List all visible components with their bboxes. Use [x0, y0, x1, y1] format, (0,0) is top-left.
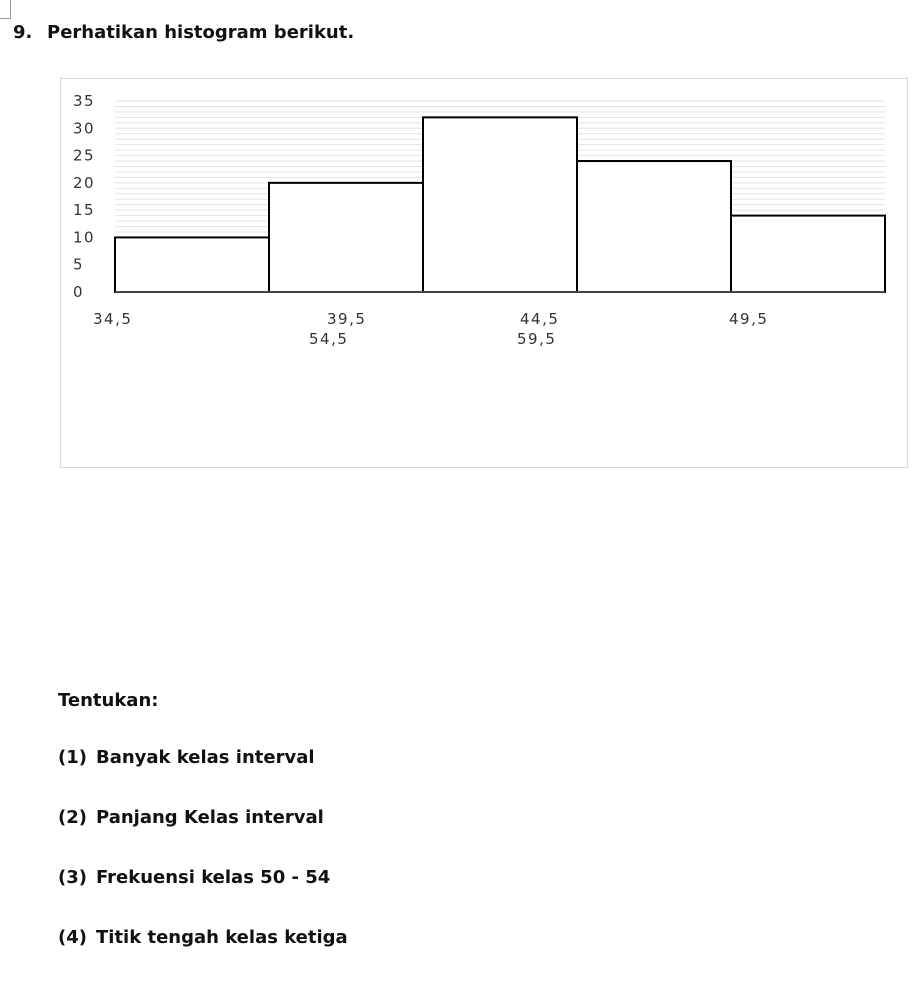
x-tick-label: 34,5 [93, 310, 133, 328]
x-tick-label: 39,5 [327, 310, 367, 328]
y-tick-label: 35 [73, 92, 96, 110]
task-text: Panjang Kelas interval [96, 807, 324, 828]
y-tick-label: 25 [73, 146, 96, 165]
histogram-bar [731, 216, 885, 292]
task-marker: (4) [58, 927, 87, 948]
x-tick-label: 54,5 [309, 330, 349, 348]
y-tick-label: 20 [73, 173, 96, 192]
page-corner-mark [0, 0, 11, 19]
question-header [13, 22, 354, 43]
x-tick-label: 49,5 [729, 310, 769, 328]
task-marker: (3) [58, 867, 87, 888]
y-tick-label: 30 [73, 119, 96, 138]
histogram-svg [61, 79, 907, 467]
task-text: Frekuensi kelas 50 - 54 [96, 867, 331, 888]
task-item-2 [58, 807, 348, 867]
task-item-3 [58, 867, 348, 927]
y-tick-label: 10 [73, 228, 96, 247]
histogram-bar [577, 161, 731, 292]
task-text: Banyak kelas interval [96, 747, 315, 768]
task-item-4 [58, 927, 348, 987]
task-marker: (2) [58, 807, 87, 828]
x-tick-label: 44,5 [520, 310, 560, 328]
histogram-chart [60, 78, 908, 468]
task-list [58, 690, 348, 987]
question-number: 9. [13, 22, 33, 43]
histogram-bar [423, 117, 577, 292]
y-tick-label: 15 [73, 201, 96, 220]
task-text: Titik tengah kelas ketiga [96, 927, 348, 948]
task-intro: Tentukan: [58, 690, 159, 711]
task-item-1 [58, 747, 348, 807]
histogram-bar [115, 237, 269, 292]
y-tick-label: 0 [73, 283, 85, 301]
histogram-bar [269, 183, 423, 292]
task-marker: (1) [58, 747, 87, 768]
y-tick-label: 5 [73, 255, 85, 274]
question-prompt: Perhatikan histogram berikut. [47, 22, 355, 43]
x-tick-label: 59,5 [517, 330, 557, 348]
